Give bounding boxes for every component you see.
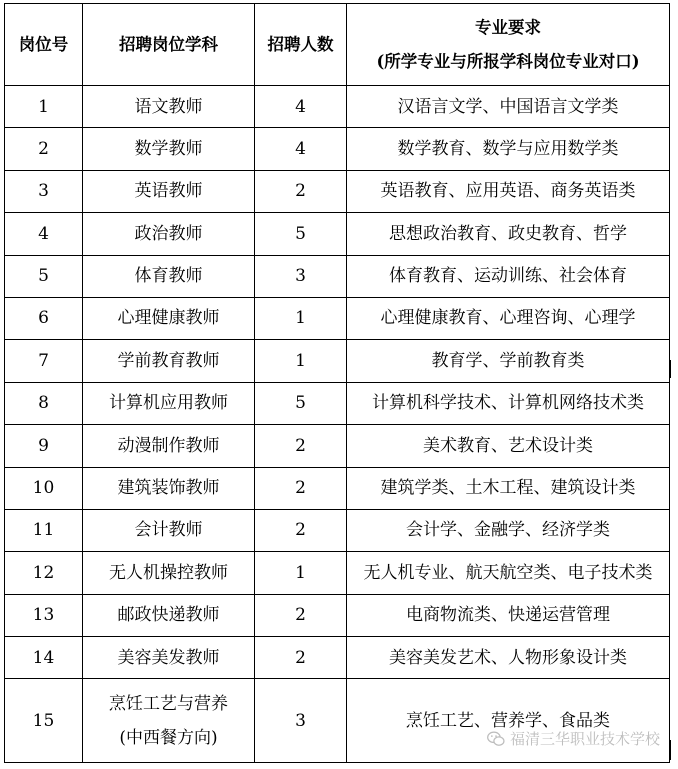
cell-subject: 计算机应用教师 [83,382,255,424]
cell-position-id: 1 [5,86,83,128]
watermark-text: 福清三华职业技术学校 [509,730,660,748]
cell-subject: 政治教师 [83,213,255,255]
cell-subject: 会计教师 [83,509,255,551]
table-row [5,170,670,212]
table-row [5,467,670,509]
cell-count: 4 [255,128,347,170]
cell-major: 建筑学类、土木工程、建筑设计类 [347,467,670,509]
cell-major: 美术教育、艺术设计类 [347,425,670,467]
cell-position-id: 12 [5,552,83,594]
cell-count: 2 [255,594,347,636]
cell-subject: 无人机操控教师 [83,552,255,594]
cell-major: 心理健康教育、心理咨询、心理学 [347,297,670,339]
watermark [486,728,660,749]
cell-count: 1 [255,552,347,594]
table-row [5,382,670,424]
cell-count: 3 [255,679,347,763]
cell-major: 电商物流类、快递运营管理 [347,594,670,636]
table-row [5,552,670,594]
cell-major: 数学教育、数学与应用数学类 [347,128,670,170]
cell-subject [83,679,255,763]
table-row [5,679,670,763]
cell-major: 烹饪工艺、营养学、食品类 [347,679,670,763]
cell-subject-line1: 烹饪工艺与营养 [109,693,228,714]
cell-position-id: 2 [5,128,83,170]
cell-count: 2 [255,509,347,551]
cell-subject: 语文教师 [83,86,255,128]
cell-subject: 动漫制作教师 [83,425,255,467]
cell-count: 3 [255,255,347,297]
table-row [5,637,670,679]
cell-subject: 美容美发教师 [83,637,255,679]
cell-major: 计算机科学技术、计算机网络技术类 [347,382,670,424]
cell-major: 会计学、金融学、经济学类 [347,509,670,551]
cell-subject: 英语教师 [83,170,255,212]
cell-position-id: 14 [5,637,83,679]
table-row [5,213,670,255]
cell-major: 英语教育、应用英语、商务英语类 [347,170,670,212]
cell-count: 1 [255,297,347,339]
cell-position-id: 5 [5,255,83,297]
table-header-row [5,4,670,86]
cell-subject: 数学教师 [83,128,255,170]
cell-count: 2 [255,467,347,509]
cell-subject: 体育教师 [83,255,255,297]
cell-major: 体育教育、运动训练、社会体育 [347,255,670,297]
table-body [5,86,670,763]
cell-position-id: 10 [5,467,83,509]
cell-major: 思想政治教育、政史教育、哲学 [347,213,670,255]
header-major-title: 专业要求 [475,17,541,37]
cell-position-id: 3 [5,170,83,212]
cell-subject: 建筑装饰教师 [83,467,255,509]
header-major-note: (所学专业与所报学科岗位专业对口) [376,51,640,71]
table-row [5,86,670,128]
cell-position-id: 13 [5,594,83,636]
wechat-icon [486,729,506,749]
table-row [5,509,670,551]
table-row [5,425,670,467]
cell-subject: 学前教育教师 [83,340,255,382]
header-count: 招聘人数 [255,4,347,86]
cell-position-id: 9 [5,425,83,467]
cell-subject: 心理健康教师 [83,297,255,339]
cell-count: 2 [255,170,347,212]
cell-position-id: 15 [5,679,83,763]
cell-subject: 邮政快递教师 [83,594,255,636]
cell-major: 无人机专业、航天航空类、电子技术类 [347,552,670,594]
cell-position-id: 4 [5,213,83,255]
cell-count: 2 [255,425,347,467]
table-row [5,340,670,382]
cell-count: 5 [255,382,347,424]
cell-subject-line2: (中西餐方向) [119,727,218,748]
cell-position-id: 11 [5,509,83,551]
table-edge-mark [669,740,671,760]
table-edge-mark [669,360,671,378]
cell-major: 汉语言文学、中国语言文学类 [347,86,670,128]
header-major [347,4,670,86]
table-row [5,594,670,636]
table-row [5,297,670,339]
cell-count: 2 [255,637,347,679]
cell-major: 美容美发艺术、人物形象设计类 [347,637,670,679]
cell-position-id: 6 [5,297,83,339]
cell-major: 教育学、学前教育类 [347,340,670,382]
cell-position-id: 8 [5,382,83,424]
header-position-id: 岗位号 [5,4,83,86]
cell-count: 4 [255,86,347,128]
header-subject: 招聘岗位学科 [83,4,255,86]
table-row [5,255,670,297]
cell-position-id: 7 [5,340,83,382]
table-row [5,128,670,170]
cell-count: 1 [255,340,347,382]
cell-count: 5 [255,213,347,255]
recruitment-table [4,3,670,763]
